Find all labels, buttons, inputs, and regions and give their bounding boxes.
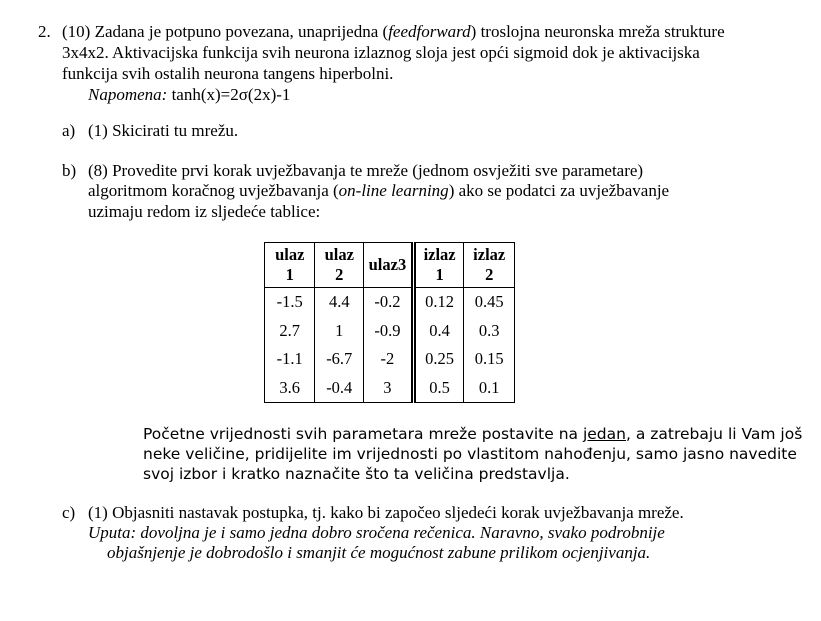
table-row xyxy=(265,317,515,346)
task-line1-post: ) troslojna neuronska mreža strukture xyxy=(470,22,725,41)
table-row xyxy=(265,374,515,403)
task-points: (10) xyxy=(62,22,91,41)
table-cell: -6.7 xyxy=(315,345,364,374)
header-ulaz3: ulaz3 xyxy=(364,243,414,288)
part-a-text: (1) Skicirati tu mrežu. xyxy=(88,121,239,140)
part-b-instructions-line-3: svoj izbor i kratko naznačite što ta veličina predstavlja. xyxy=(143,465,570,483)
header-izlaz1: izlaz 1 xyxy=(413,243,464,288)
instructions-pre: Početne vrijednosti svih parametara mreže postavite na xyxy=(143,425,583,443)
table-cell: 4.4 xyxy=(315,288,364,317)
table-cell: 0.15 xyxy=(474,349,504,369)
header-ulaz1: ulaz 1 xyxy=(265,243,315,288)
table-cell: 0.4 xyxy=(413,317,464,346)
part-b-line-2 xyxy=(88,181,669,201)
note-formula: tanh(x)=2σ(2x)-1 xyxy=(167,85,291,104)
table-cell: -1.1 xyxy=(265,345,315,374)
table-cell: 0.5 xyxy=(413,374,464,403)
part-b-label: b) xyxy=(62,161,77,180)
table-cell: 1 xyxy=(315,317,364,346)
table-cell: 0.45 xyxy=(474,292,504,312)
table-cell: 2.7 xyxy=(265,317,315,346)
part-b-line2-post: ) ako se podatci za uvježbavanje xyxy=(448,181,670,200)
part-c-label: c) xyxy=(62,503,76,522)
table-row xyxy=(265,288,515,317)
table-cell: -1.5 xyxy=(265,288,315,317)
task-intro-line-1 xyxy=(62,22,725,42)
task-number: 2. xyxy=(38,22,51,41)
table-cell: 0.12 xyxy=(413,288,464,317)
note-label: Napomena: xyxy=(88,85,168,104)
table-header-row xyxy=(265,243,515,288)
training-data-table xyxy=(264,242,515,403)
part-c-hint-line-1: Uputa: dovoljna je i samo jedna dobro sročena rečenica. Naravno, svako podrobnije xyxy=(88,523,665,542)
part-a-label: a) xyxy=(62,121,76,140)
part-b-instructions-line-2: neke veličine, pridijelite im vrijednosti po vlastitom nahođenju, samo jasno navedite xyxy=(143,445,797,463)
task-line1-italic: feedforward xyxy=(388,22,471,41)
task-intro-line-2: 3x4x2. Aktivacijska funkcija svih neurona izlaznog sloja jest opći sigmoid dok je aktivacijska xyxy=(62,43,700,62)
header-izlaz2: izlaz 2 xyxy=(464,243,515,288)
instructions-post: , a zatrebaju li Vam još xyxy=(625,425,803,443)
table-cell: 3 xyxy=(364,374,414,403)
table-cell: -0.9 xyxy=(364,317,414,346)
table-cell: -0.4 xyxy=(315,374,364,403)
table-cell: 3.6 xyxy=(265,374,315,403)
header-ulaz2: ulaz 2 xyxy=(315,243,364,288)
table-cell: -0.2 xyxy=(364,288,414,317)
task-note xyxy=(88,85,290,105)
task-intro-line-3: funkcija svih ostalih neurona tangens hiperbolni. xyxy=(62,64,394,83)
part-b-instructions-line-1 xyxy=(143,424,802,444)
table-cell: -2 xyxy=(364,345,414,374)
part-c-text: (1) Objasniti nastavak postupka, tj. kako bi započeo sljedeći korak uvježbavanja mreže. xyxy=(88,503,684,522)
table-cell: 0.1 xyxy=(478,377,500,397)
part-c-hint-line-2: objašnjenje je dobrodošlo i smanjit će mogućnost zabune prilikom ocjenjivanja. xyxy=(107,543,651,562)
part-b-line2-italic: on-line learning xyxy=(338,181,449,200)
part-b-line-3: uzimaju redom iz sljedeće tablice: xyxy=(88,202,321,221)
table-cell: 0.25 xyxy=(413,345,464,374)
part-b-line-1: (8) Provedite prvi korak uvježbavanja te mreže (jednom osvježiti sve parametare) xyxy=(88,161,644,180)
task-line1-pre: Zadana je potpuno povezana, unaprijedna ( xyxy=(94,22,389,41)
table-row xyxy=(265,345,515,374)
instructions-underlined: jedan xyxy=(582,425,626,443)
table-cell: 0.3 xyxy=(478,320,500,340)
part-b-line2-pre: algoritmom koračnog uvježbavanja ( xyxy=(88,181,339,200)
